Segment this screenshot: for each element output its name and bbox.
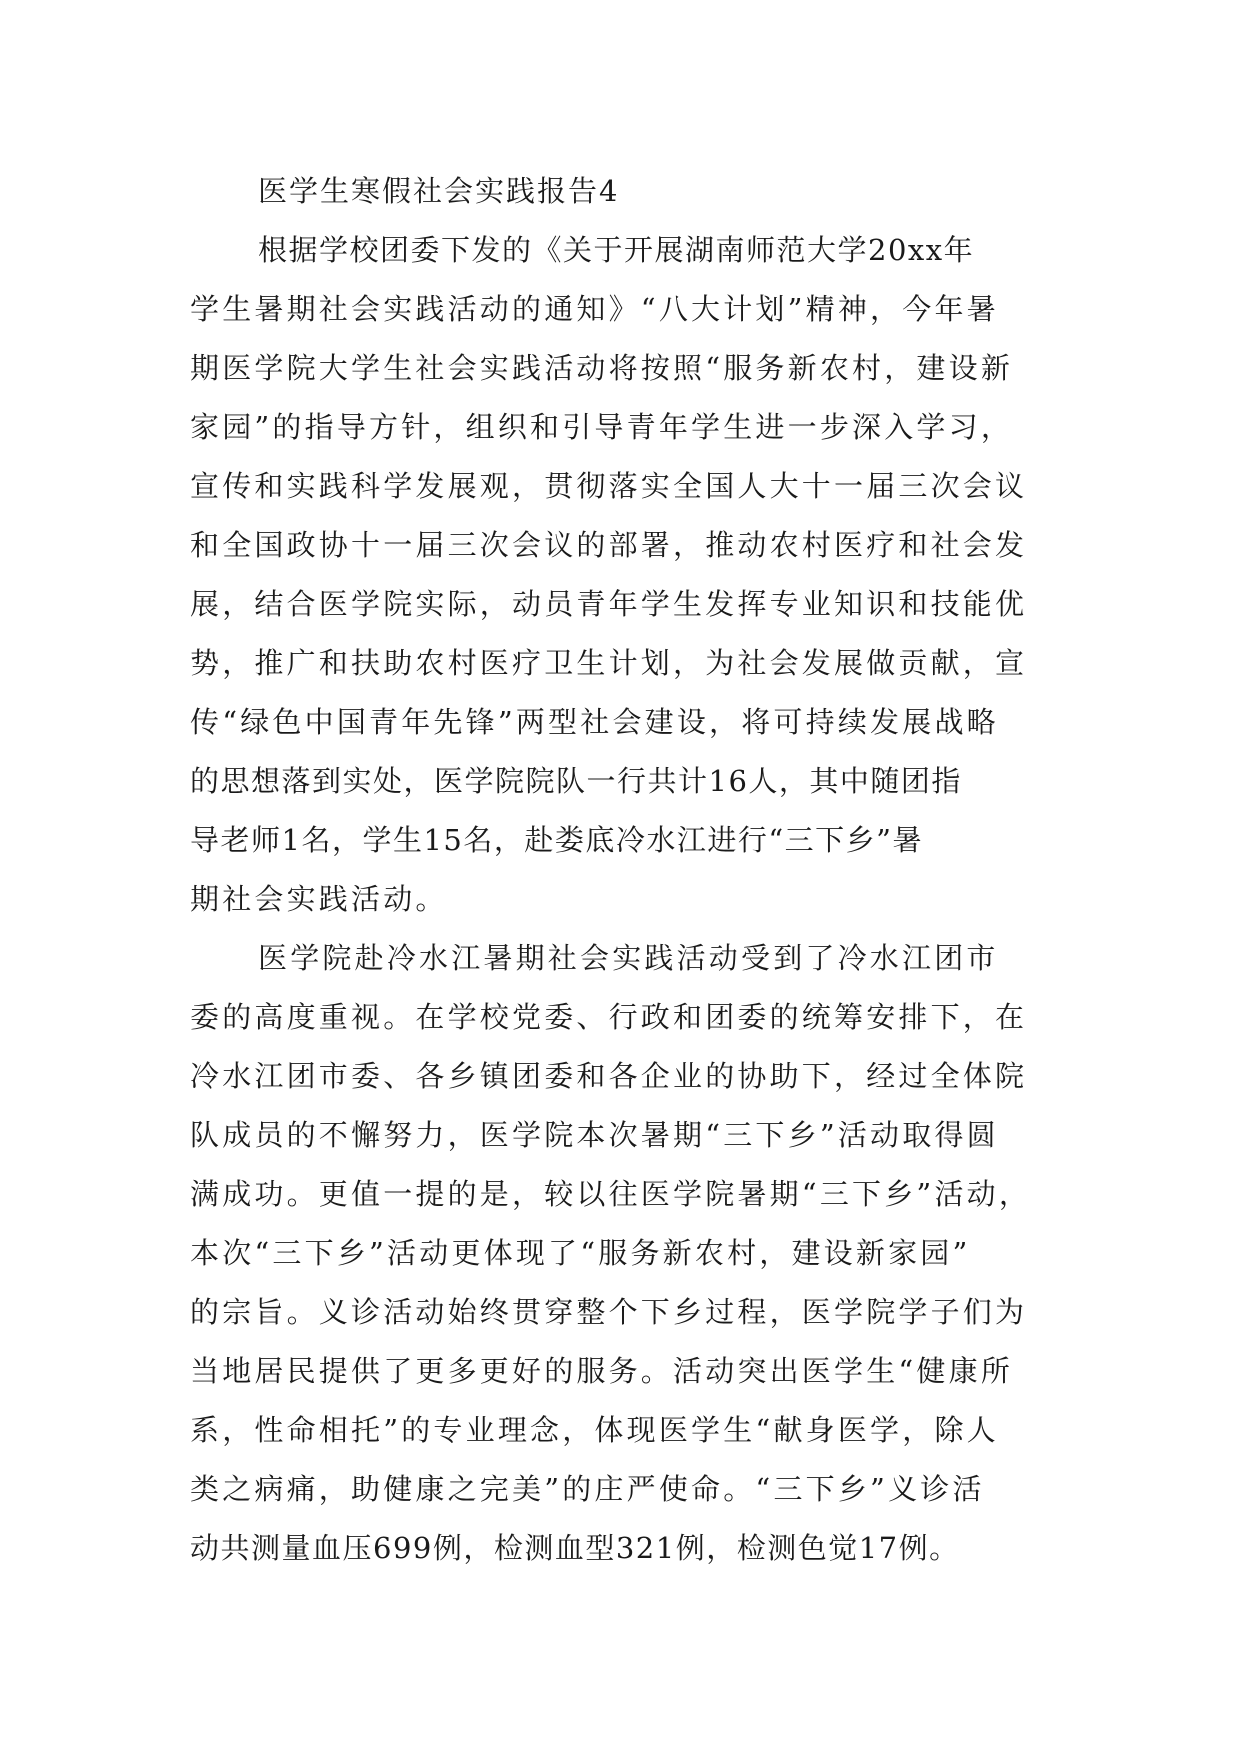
paragraph-line: 传“绿色中国青年先锋”两型社会建设，将可持续发展战略: [190, 705, 999, 739]
paragraph-line: 势，推广和扶助农村医疗卫生计划，为社会发展做贡献，宣: [190, 646, 1028, 680]
paragraph-line: 和全国政协十一届三次会议的部署，推动农村医疗和社会发: [190, 528, 1028, 562]
paragraph-line: 医学院赴冷水江暑期社会实践活动受到了冷水江团市: [258, 941, 999, 975]
paragraph-line: 导老师1名，学生15名，赴娄底冷水江进行“三下乡”暑: [190, 823, 924, 857]
paragraph-line: 的思想落到实处，医学院院队一行共计16人，其中随团指: [190, 764, 962, 798]
paragraph-line: 宣传和实践科学发展观，贯彻落实全国人大十一届三次会议: [190, 469, 1028, 503]
paragraph-2: [190, 929, 1060, 1578]
paragraph-line: 满成功。更值一提的是，较以往医学院暑期“三下乡”活动，: [190, 1177, 1032, 1211]
paragraph-line: 根据学校团委下发的《关于开展湖南师范大学20xx年: [258, 233, 975, 267]
paragraph-line: 学生暑期社会实践活动的通知》“八大计划”精神，今年暑: [190, 292, 999, 326]
paragraph-line: 队成员的不懈努力，医学院本次暑期“三下乡”活动取得圆: [190, 1118, 999, 1152]
paragraph-line: 期社会实践活动。: [190, 882, 448, 916]
paragraph-line: 系，性命相托”的专业理念，体现医学生“献身医学，除人: [190, 1413, 999, 1447]
paragraph-line: 展，结合医学院实际，动员青年学生发挥专业知识和技能优: [190, 587, 1028, 621]
paragraph-line: 家园”的指导方针，组织和引导青年学生进一步深入学习，: [190, 410, 1014, 444]
paragraph-line: 当地居民提供了更多更好的服务。活动突出医学生“健康所: [190, 1354, 1014, 1388]
paragraph-line: 期医学院大学生社会实践活动将按照“服务新农村，建设新: [190, 351, 1014, 385]
paragraph-line: 的宗旨。义诊活动始终贯穿整个下乡过程，医学院学子们为: [190, 1295, 1028, 1329]
document-body: [190, 162, 1060, 1578]
document-title: 医学生寒假社会实践报告4: [258, 174, 620, 208]
paragraph-line: 动共测量血压699例，检测血型321例，检测色觉17例。: [190, 1531, 960, 1565]
paragraph-line: 冷水江团市委、各乡镇团委和各企业的协助下，经过全体院: [190, 1059, 1028, 1093]
paragraph-1: [190, 221, 1060, 929]
paragraph-line: 委的高度重视。在学校党委、行政和团委的统筹安排下，在: [190, 1000, 1028, 1034]
paragraph-line: 本次“三下乡”活动更体现了“服务新农村，建设新家园”: [190, 1236, 971, 1270]
paragraph-line: 类之病痛，助健康之完美”的庄严使命。“三下乡”义诊活: [190, 1472, 985, 1506]
